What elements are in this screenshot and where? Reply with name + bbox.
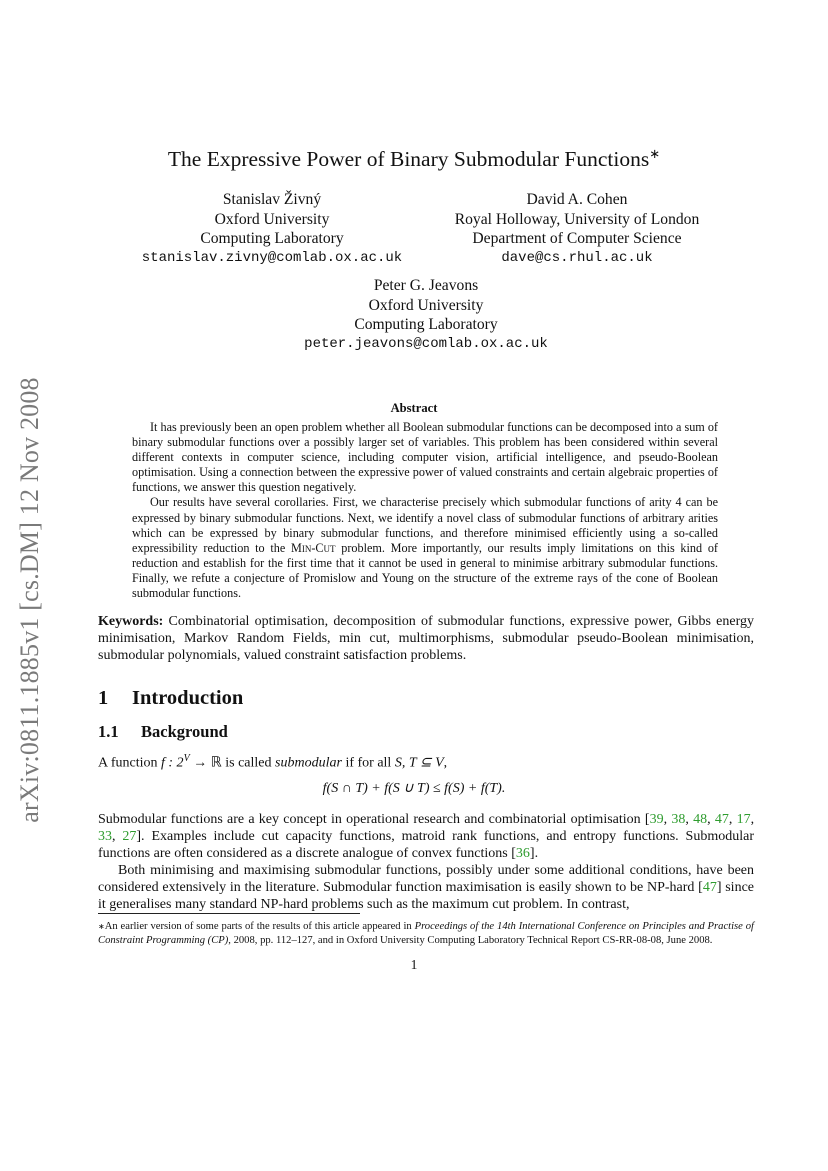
footnote-mark: ∗ [98,922,105,931]
submodular-term: submodular [275,755,342,771]
submodularity-equation: f(S ∩ T) + f(S ∪ T) ≤ f(S) + f(T). [322,781,506,796]
footnote-venue: Proceedings of the 14th International Conference on Principles and Practise of Constraint Programming (CP) [98,921,754,946]
subsection-heading [98,722,228,742]
citation-link[interactable]: 36 [515,846,530,862]
author-department: Department of Computer Science [472,230,682,247]
footnote-text: , 2008, pp. 112–127, and in Oxford University Computing Laboratory Technical Report CS-RR-08-08, June 2008. [228,934,713,946]
abstract-paragraph-2 [132,495,718,601]
author-email[interactable]: dave@cs.rhul.ac.uk [501,249,653,266]
abstract-text: problem. More importantly, our results imply limitations on this kind of reduction and establish for the first time that it cannot be used in general to minimise arbitrary submodular functions. Finally, we refute a conjecture of Promislow and Young on the structure of the extreme rays of the cone of Boolean submodular functions. [132,540,718,601]
author-email[interactable]: stanislav.zivny@comlab.ox.ac.uk [141,249,403,266]
author-name: David A. Cohen [526,191,628,208]
paragraph-text: ] since it generalises many standard NP-hard problems such as the maximum cut problem. In contrast, [98,880,754,913]
mincut-term: Min-Cut [290,540,336,555]
author-email[interactable]: peter.jeavons@comlab.ox.ac.uk [304,335,548,352]
author-block-1 [138,190,406,268]
abstract-text: Our results have several corollaries. First, we characterise precisely which submodular functions of arity 4 can be expressed by binary submodular functions. Next, we identify a novel class of submodular functions of arbitrary arities which can be expressed by binary submodular functions, and therefore minimised efficiently using a so-called expressibility reduction to the [132,495,718,555]
definition-text: A function [98,755,161,771]
citation-link[interactable]: 48 [693,812,708,827]
author-name: Stanislav Živný [222,191,322,208]
subsection-title: Background [141,722,228,741]
keywords-text: Combinatorial optimisation, decomposition of submodular functions, expressive power, Gibbs energy minimisation, Markov Random Fields, min cut, multimorphisms, submodular pseudo-Boolean minimisation, submodular polynomials, valued constraint satisfaction problems. [98,614,754,664]
keywords-paragraph [98,613,754,665]
author-affiliation: Royal Holloway, University of London [454,210,700,228]
paragraph-text: Submodular functions are a key concept in operational research and combinatorial optimisation [ [98,812,650,827]
author-affiliation: Oxford University [368,296,484,314]
definition-text: if for all [341,755,395,771]
citation-link[interactable]: 47 [714,812,729,827]
author-block-3 [274,276,578,354]
definition-math: f : 2 [161,755,184,771]
citation-link[interactable]: 17 [736,812,751,827]
section-number: 1 [98,687,109,709]
paragraph-text: ]. [529,846,539,862]
abstract-body [132,420,718,601]
definition-text: , [443,755,448,771]
page-number: 1 [410,957,418,972]
author-block-2 [430,190,724,268]
arxiv-stamp [6,360,54,840]
footnote-text: An earlier version of some parts of the results of this article appeared in [104,921,415,932]
citation-link[interactable]: 38 [671,812,686,827]
abstract-heading: Abstract [390,401,438,415]
section-title: Introduction [132,687,244,709]
body-paragraph-1: Submodular functions are a key concept in operational research and combinatorial optimisation [39, 38, 48, 47, 17, 33, 27]. Examples include cut capacity functions, matroid rank functions, and entropy functions. Submodular functions are often considered as a discrete analogue of convex functions [36]. [98,812,755,862]
author-name: Peter G. Jeavons [373,277,479,294]
title-text: The Expressive Power of Binary Submodular Functions [167,147,650,172]
citation-link[interactable]: 47 [702,880,717,896]
title-footnote-mark: ∗ [649,146,661,161]
citation-link[interactable]: 27 [122,829,137,845]
citation-link[interactable]: 39 [649,812,664,827]
body-paragraph-2 [98,862,754,914]
arxiv-stamp-text: arXiv:0811.1885v1 [cs.DM] 12 Nov 2008 [15,377,44,823]
section-heading [98,687,243,710]
author-affiliation: Oxford University [214,210,330,228]
definition-line [98,750,754,772]
definition-vars: S, T ⊆ V [394,755,444,771]
paragraph-text: ]. Examples include cut capacity functions, matroid rank functions, and entropy functions. Submodular functions are often considered as a discrete analogue of convex functions [ [98,829,755,862]
paragraph-text: Both minimising and maximising submodular functions, possibly under some additional conditions, have been considered extensively in the literature. Submodular function maximisation is easily shown to be NP-hard [ [98,863,754,896]
citation-link[interactable]: 33 [98,829,112,845]
definition-math: → ℝ is called [189,755,276,771]
paper-title [0,146,828,172]
abstract-paragraph-1: It has previously been an open problem whether all Boolean submodular functions can be decomposed into a sum of binary submodular functions over a possibly larger set of variables. This problem has been considered within several different contexts in computer science, including computer vision, artificial intelligence, and pseudo-Boolean optimisation. Using a connection between the expressive power of valued constraints and certain algebraic properties of functions, we answer this question negatively. [132,420,718,495]
definition-superscript: V [183,753,190,764]
footnote-rule [98,913,360,914]
author-department: Computing Laboratory [200,230,344,247]
keywords-label: Keywords: [98,614,164,629]
footnote [98,920,754,947]
subsection-number: 1.1 [98,722,119,741]
author-department: Computing Laboratory [354,316,498,333]
